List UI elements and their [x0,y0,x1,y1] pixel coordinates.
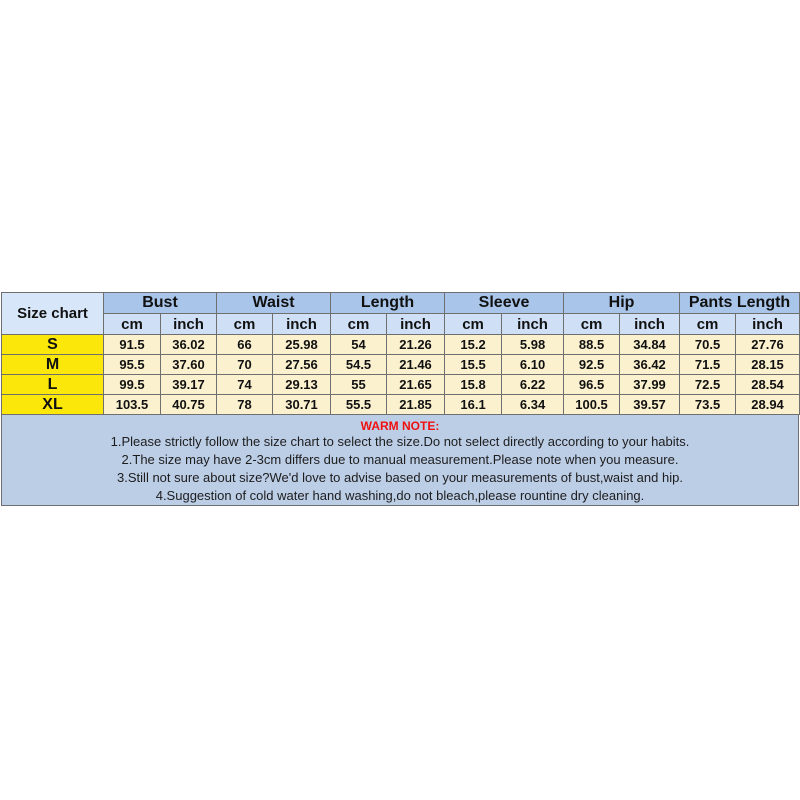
unit-header: inch [736,314,800,335]
size-row-l [2,375,800,395]
measurement-cell: 103.5 [104,395,161,415]
measurement-cell: 30.71 [273,395,331,415]
size-label: M [2,355,104,375]
unit-header: cm [331,314,387,335]
measurement-cell: 73.5 [680,395,736,415]
measurement-cell: 99.5 [104,375,161,395]
measurement-cell: 15.2 [445,335,502,355]
measurement-cell: 34.84 [620,335,680,355]
measurement-cell: 74 [217,375,273,395]
warm-note-lines [2,433,798,505]
measurement-cell: 28.54 [736,375,800,395]
measurement-cell: 15.8 [445,375,502,395]
column-header-sleeve: Sleeve [445,293,564,314]
measurement-cell: 70.5 [680,335,736,355]
header-row [2,293,800,314]
note-line: 2.The size may have 2-3cm differs due to manual measurement.Please note when you measure. [121,452,679,467]
measurement-cell: 54.5 [331,355,387,375]
measurement-cell: 5.98 [502,335,564,355]
column-header-bust: Bust [104,293,217,314]
measurement-cell: 21.46 [387,355,445,375]
unit-header: cm [104,314,161,335]
note-line: 4.Suggestion of cold water hand washing,do not bleach,please rountine dry cleaning. [155,488,645,503]
measurement-cell: 37.60 [161,355,217,375]
measurement-cell: 70 [217,355,273,375]
size-table [1,292,800,415]
measurement-cell: 54 [331,335,387,355]
measurement-cell: 91.5 [104,335,161,355]
warm-note [1,415,799,506]
measurement-cell: 6.34 [502,395,564,415]
column-header-waist: Waist [217,293,331,314]
measurement-cell: 27.76 [736,335,800,355]
unit-header: inch [387,314,445,335]
measurement-cell: 88.5 [564,335,620,355]
unit-header: cm [564,314,620,335]
measurement-cell: 15.5 [445,355,502,375]
unit-header: cm [680,314,736,335]
measurement-cell: 29.13 [273,375,331,395]
measurement-cell: 36.02 [161,335,217,355]
note-line: 1.Please strictly follow the size chart to select the size.Do not select directly according to your habits. [110,434,690,449]
measurement-cell: 95.5 [104,355,161,375]
measurement-cell: 66 [217,335,273,355]
measurement-cell: 6.10 [502,355,564,375]
unit-header: cm [445,314,502,335]
measurement-cell: 28.94 [736,395,800,415]
measurement-cell: 21.65 [387,375,445,395]
column-header-pants-length: Pants Length [680,293,800,314]
measurement-cell: 36.42 [620,355,680,375]
measurement-cell: 39.17 [161,375,217,395]
size-row-xl [2,395,800,415]
measurement-cell: 55.5 [331,395,387,415]
size-row-s [2,335,800,355]
measurement-cell: 28.15 [736,355,800,375]
measurement-cell: 27.56 [273,355,331,375]
measurement-cell: 78 [217,395,273,415]
measurement-cell: 100.5 [564,395,620,415]
measurement-cell: 21.85 [387,395,445,415]
measurement-cell: 40.75 [161,395,217,415]
unit-header: inch [273,314,331,335]
measurement-cell: 96.5 [564,375,620,395]
measurement-cell: 72.5 [680,375,736,395]
unit-header: inch [161,314,217,335]
size-chart [1,292,799,506]
unit-header: cm [217,314,273,335]
measurement-cell: 92.5 [564,355,620,375]
note-line: 3.Still not sure about size?We'd love to advise based on your measurements of bust,waist and hip. [117,470,683,485]
unit-header: inch [502,314,564,335]
size-label: XL [2,395,104,415]
size-label: L [2,375,104,395]
measurement-cell: 6.22 [502,375,564,395]
unit-row [2,314,800,335]
measurement-cell: 71.5 [680,355,736,375]
measurement-cell: 25.98 [273,335,331,355]
warm-note-title: WARM NOTE: [360,419,440,433]
measurement-cell: 21.26 [387,335,445,355]
measurement-cell: 55 [331,375,387,395]
measurement-cell: 39.57 [620,395,680,415]
measurement-cell: 37.99 [620,375,680,395]
measurement-cell: 16.1 [445,395,502,415]
column-header-hip: Hip [564,293,680,314]
size-label: S [2,335,104,355]
size-row-m [2,355,800,375]
unit-header: inch [620,314,680,335]
column-header-length: Length [331,293,445,314]
size-chart-label: Size chart [2,293,104,335]
